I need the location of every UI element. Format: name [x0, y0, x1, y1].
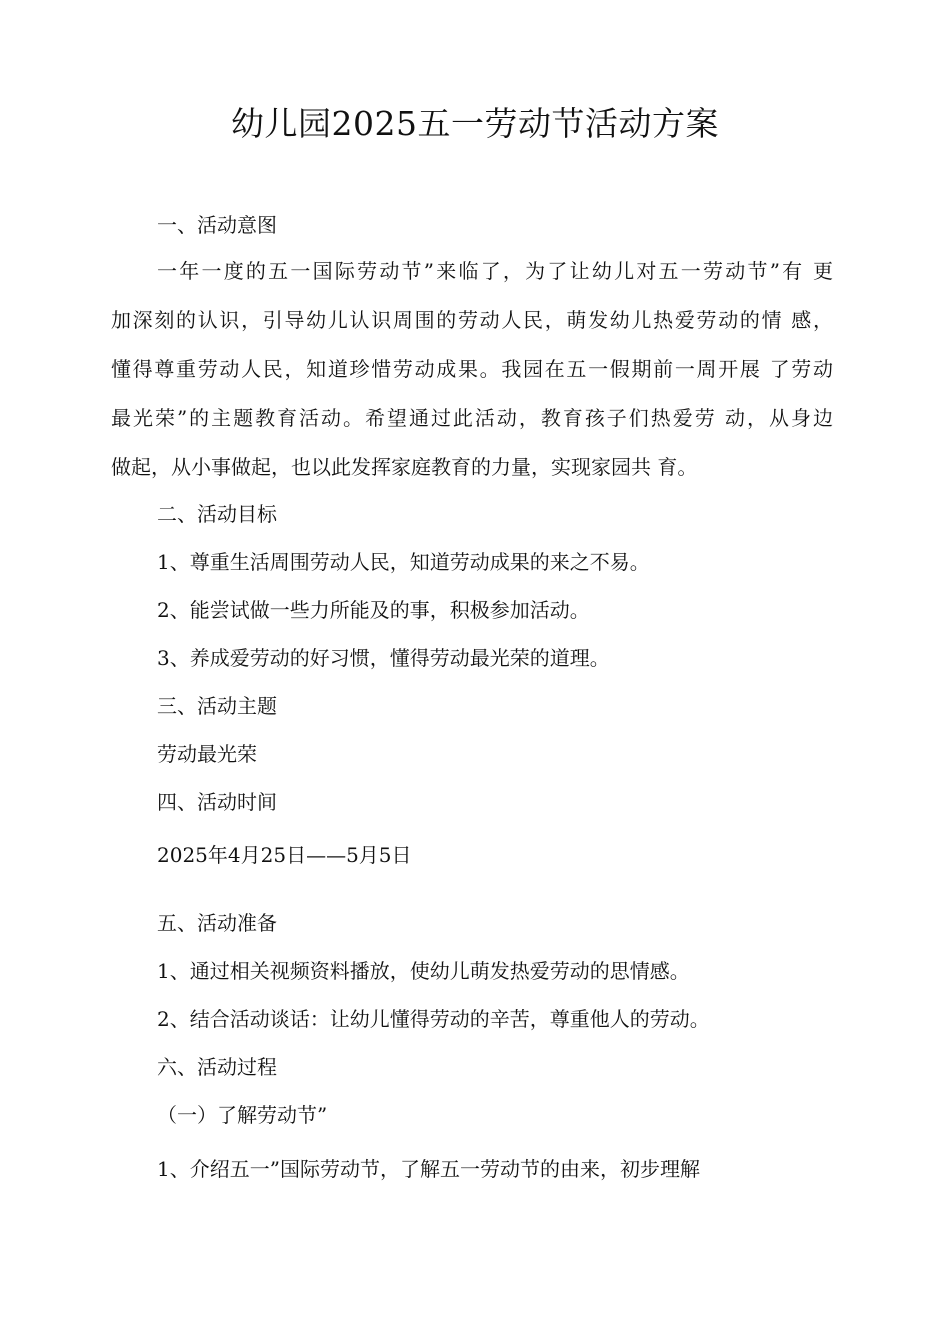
paragraph-line: 一年一度的五一国际劳动节”来临了，为了让幼儿对五一劳动节”有 更 — [157, 259, 833, 283]
document-title: 幼儿园2025五一劳动节活动方案 — [231, 104, 719, 143]
section-heading-intent: 一、活动意图 — [157, 213, 277, 237]
time-text: 2025年4月25日——5月5日 — [157, 843, 412, 867]
process-subheading: （一）了解劳动节” — [157, 1103, 328, 1127]
goal-item: 3、养成爱劳动的好习惯，懂得劳动最光荣的道理。 — [157, 646, 610, 670]
paragraph-line: 加深刻的认识，引导幼儿认识周围的劳动人民，萌发幼儿热爱劳动的情 感， — [111, 308, 833, 332]
preparation-item: 1、通过相关视频资料播放，使幼儿萌发热爱劳动的思情感。 — [157, 959, 690, 983]
theme-text: 劳动最光荣 — [157, 742, 257, 766]
goal-item: 2、能尝试做一些力所能及的事，积极参加活动。 — [157, 598, 590, 622]
paragraph-line: 最光荣”的主题教育活动。希望通过此活动，教育孩子们热爱劳 动，从身边 — [111, 406, 833, 430]
paragraph-line: 做起，从小事做起，也以此发挥家庭教育的力量，实现家园共 育。 — [111, 455, 698, 479]
section-heading-time: 四、活动时间 — [157, 790, 277, 814]
goal-item: 1、尊重生活周围劳动人民，知道劳动成果的来之不易。 — [157, 550, 650, 574]
section-heading-preparation: 五、活动准备 — [157, 911, 277, 935]
section-heading-process: 六、活动过程 — [157, 1055, 277, 1079]
paragraph-line: 懂得尊重劳动人民，知道珍惜劳动成果。我园在五一假期前一周开展 了劳动 — [111, 357, 833, 381]
section-heading-goals: 二、活动目标 — [157, 502, 277, 526]
process-item: 1、介绍五一”国际劳动节，了解五一劳动节的由来，初步理解 — [157, 1157, 700, 1181]
preparation-item: 2、结合活动谈话：让幼儿懂得劳动的辛苦，尊重他人的劳动。 — [157, 1007, 710, 1031]
section-heading-theme: 三、活动主题 — [157, 694, 277, 718]
intent-paragraph — [111, 247, 833, 492]
